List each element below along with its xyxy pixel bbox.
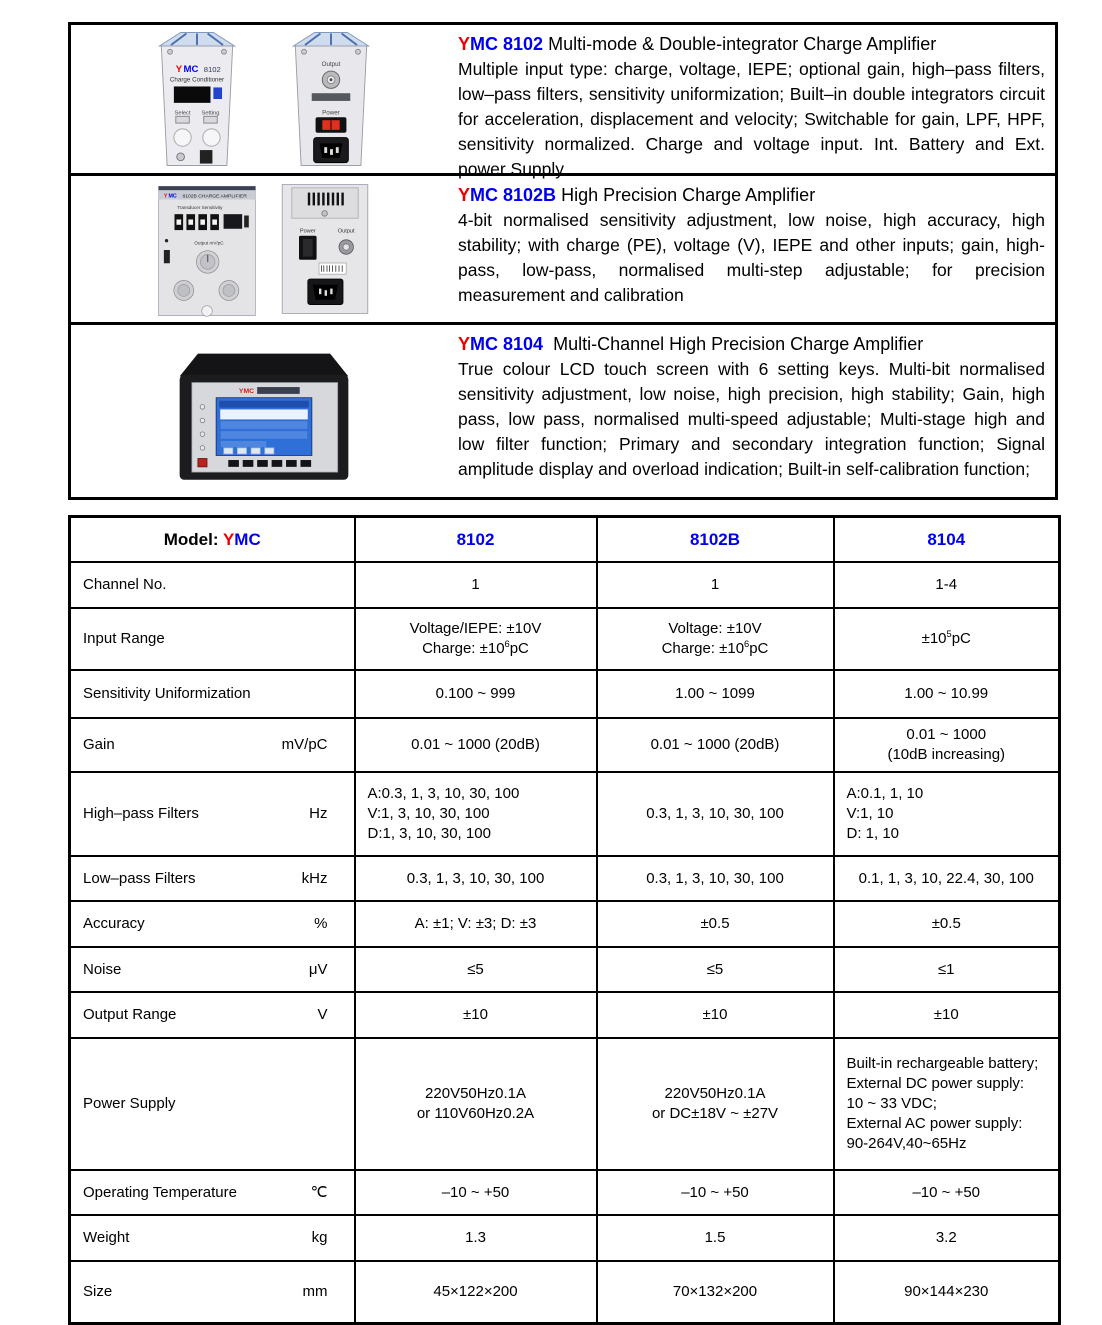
product-8102-text <box>456 25 1055 179</box>
brand-y: Y <box>222 529 235 549</box>
spec-value-cell: 0.1, 1, 3, 10, 22.4, 30, 100 <box>834 856 1060 901</box>
setting-key <box>286 460 297 467</box>
spec-label: Sensitivity Uniformization <box>83 685 251 702</box>
spec-value-cell: 220V50Hz0.1A or DC±18V ~ ±27V <box>597 1038 834 1170</box>
spec-label: Gain <box>83 736 115 753</box>
spec-label-cell <box>70 1038 355 1170</box>
spec-value-cell: –10 ~ +50 <box>355 1170 597 1215</box>
output-label: Output <box>321 61 340 69</box>
spec-row <box>70 608 1060 670</box>
model-label: Model: <box>163 529 223 549</box>
spec-value-cell: –10 ~ +50 <box>597 1170 834 1215</box>
spec-label: Accuracy <box>83 915 145 932</box>
product-8102-front-image <box>144 31 250 167</box>
logo-mark: YMC <box>238 388 254 396</box>
spec-unit: ℃ <box>310 1183 328 1201</box>
spec-row <box>70 947 1060 992</box>
spec-label-cell <box>70 670 355 718</box>
select-thumbwheel <box>175 116 188 123</box>
display-indicator <box>213 87 222 99</box>
spec-value-cell: ±0.5 <box>834 901 1060 947</box>
product-8102-rear-image <box>278 31 384 167</box>
setting-label: Setting <box>201 110 219 117</box>
spec-value-cell: 0.01 ~ 1000 (20dB) <box>355 718 597 772</box>
spec-value-cell: 70×132×200 <box>597 1261 834 1324</box>
lcd-selected-item <box>220 410 307 419</box>
spec-label: Size <box>83 1283 113 1300</box>
input-connector <box>176 153 184 161</box>
spec-label-cell <box>70 718 355 772</box>
product-8104-front-image <box>169 336 359 486</box>
channel-led <box>200 446 205 451</box>
spec-label-cell <box>70 1261 355 1324</box>
title-text: Multi-mode & Double-integrator Charge Amplifier <box>548 34 937 54</box>
brand-y: Y <box>458 34 471 54</box>
spec-value-cell: 0.01 ~ 1000 (10dB increasing) <box>834 718 1060 772</box>
spec-label: Input Range <box>83 630 165 647</box>
sensitivity-label: Transducer Sensitivity <box>176 204 222 210</box>
output-label: Output <box>337 228 355 235</box>
spec-value-cell: 3.2 <box>834 1215 1060 1261</box>
column-header-8102b: 8102B <box>597 517 834 563</box>
spec-label: Operating Temperature <box>83 1183 237 1201</box>
logo-y: Y <box>175 64 182 76</box>
label-strip <box>311 93 350 101</box>
power-label: Power <box>299 228 316 235</box>
product-8104-description: True colour LCD touch screen with 6 setting keys. Multi-bit normalised sensitivity adjustment, low noise, high precision, high stability; Gain, high pass, low pass, normalised multi-speed adjustable; Multi-stage high and low filter function; Primary and secondary integration function; Signal amplitude display and overload indication; Built-in self-calibration function; <box>458 359 1045 479</box>
front-header-label: 8102B CHARGE AMPLIFIER <box>181 194 247 200</box>
spec-value-cell: 0.3, 1, 3, 10, 30, 100 <box>597 856 834 901</box>
display-window <box>173 86 210 102</box>
spec-row <box>70 901 1060 947</box>
column-header-8104: 8104 <box>834 517 1060 563</box>
spec-label-cell <box>70 1215 355 1261</box>
spec-value-cell: 1.5 <box>597 1215 834 1261</box>
spec-label-cell <box>70 772 355 856</box>
spec-unit: % <box>314 915 328 932</box>
spec-label-cell <box>70 1170 355 1215</box>
spec-value-cell: 45×122×200 <box>355 1261 597 1324</box>
channel-led <box>200 418 205 423</box>
spec-value-cell: A:0.1, 1, 10 V:1, 10 D: 1, 10 <box>834 772 1060 856</box>
logo-mc: MC <box>183 64 198 76</box>
lcd-menu-item <box>220 441 266 447</box>
spec-label: Weight <box>83 1229 130 1246</box>
spec-value-cell: 1 <box>597 562 834 608</box>
channel-led <box>200 405 205 410</box>
spec-value-cell: 0.100 ~ 999 <box>355 670 597 718</box>
spec-unit: kg <box>311 1229 328 1246</box>
spec-value-cell: 1.00 ~ 1099 <box>597 670 834 718</box>
spec-value-cell: Voltage/IEPE: ±10V Charge: $\pm 10^6pC$ <box>355 608 597 670</box>
spec-label-cell <box>70 856 355 901</box>
spec-header-row <box>70 517 1060 563</box>
product-8104-title <box>458 332 1045 357</box>
spec-label: Power Supply <box>83 1095 176 1112</box>
spec-label-cell <box>70 562 355 608</box>
product-8102b-description: 4-bit normalised sensitivity adjustment, low noise, high accuracy, high stability; with charge (PE), voltage (V), IEPE and other inputs; gain, high-pass, low-pass, normalised multi-step adjustable; for precision measurement and calibration <box>458 210 1045 305</box>
spec-value-cell: A: ±1; V: ±3; D: ±3 <box>355 901 597 947</box>
spec-value-cell: 1.3 <box>355 1215 597 1261</box>
spec-value-cell: 220V50Hz0.1A or 110V60Hz0.2A <box>355 1038 597 1170</box>
brand-y: Y <box>458 185 471 205</box>
spec-label: Channel No. <box>83 576 167 593</box>
title-text: High Precision Charge Amplifier <box>561 185 816 205</box>
setting-key <box>300 460 311 467</box>
spec-value-cell: A:0.3, 1, 3, 10, 30, 100 V:1, 3, 10, 30, 100 D:1, 3, 10, 30, 100 <box>355 772 597 856</box>
spec-unit: kHz <box>301 869 328 887</box>
spec-row <box>70 992 1060 1038</box>
model-header-cell <box>70 517 355 563</box>
spec-value-cell: ≤5 <box>355 947 597 992</box>
spec-label-cell <box>70 608 355 670</box>
product-8102-description: Multiple input type: charge, voltage, IEPE; optional gain, high–pass filters, low–pass filters, sensitivity uniformization; Built–in double integrators circuit for acceleration, displacement and velocity; Switchable for gain, LPF, HPF, sensitivity normalized. Charge and voltage input. Int. Battery and Ext. power Supply. <box>458 59 1045 179</box>
spec-unit: μV <box>308 960 328 978</box>
left-knob <box>173 129 190 146</box>
spec-row <box>70 856 1060 901</box>
spec-unit: Hz <box>309 805 328 822</box>
spec-value-cell: $\pm 10^5pC$ <box>834 608 1060 670</box>
column-header-8102: 8102 <box>355 517 597 563</box>
lcd-menu-item <box>220 431 307 439</box>
spec-label-cell <box>70 947 355 992</box>
model-strip <box>257 387 300 394</box>
right-knob <box>202 129 219 146</box>
spec-unit: V <box>317 1006 328 1023</box>
device-name-label: Charge Conditioner <box>169 76 224 84</box>
spec-label: High–pass Filters <box>83 805 199 822</box>
overload-led <box>164 239 167 242</box>
spec-value-cell: 1.00 ~ 10.99 <box>834 670 1060 718</box>
spec-label: Output Range <box>83 1006 177 1023</box>
product-8102-images <box>71 25 456 173</box>
spec-row <box>70 1261 1060 1324</box>
spec-row <box>70 1038 1060 1170</box>
product-row-8102b <box>71 173 1055 322</box>
setting-key <box>271 460 282 467</box>
spec-value-cell: ±10 <box>597 992 834 1038</box>
input-slide-switch <box>163 250 169 263</box>
spec-label: Low–pass Filters <box>83 869 196 887</box>
spec-row <box>70 1170 1060 1215</box>
brand-model: MC 8102 <box>470 34 544 54</box>
spec-value-cell: 0.3, 1, 3, 10, 30, 100 <box>597 772 834 856</box>
power-label: Power <box>321 109 340 117</box>
spec-label-cell <box>70 901 355 947</box>
setting-key <box>257 460 268 467</box>
spec-row <box>70 718 1060 772</box>
product-8104-text <box>456 325 1055 497</box>
setting-key <box>242 460 253 467</box>
product-8102b-title <box>458 183 1045 208</box>
spec-value-cell: 0.01 ~ 1000 (20dB) <box>597 718 834 772</box>
spec-unit: mV/pC <box>281 736 328 753</box>
model-label: 8102 <box>203 65 221 75</box>
logo-mc: MC <box>168 193 177 200</box>
product-8102-title <box>458 32 1045 57</box>
spec-value-cell: ±10 <box>355 992 597 1038</box>
spec-value-cell: Voltage: ±10V Charge: $\pm 10^6pC$ <box>597 608 834 670</box>
logo-y: Y <box>163 193 167 200</box>
brand-mc: MC <box>234 529 261 549</box>
product-8102b-images <box>71 176 456 322</box>
title-text: Multi-Channel High Precision Charge Amplifier <box>553 334 924 354</box>
spec-value-cell: 1-4 <box>834 562 1060 608</box>
input-switch <box>199 150 212 163</box>
range-switch <box>244 215 249 227</box>
brand-model: MC 8104 <box>470 334 544 354</box>
product-8104-images <box>71 325 456 497</box>
product-row-8104 <box>71 322 1055 497</box>
setting-key <box>228 460 239 467</box>
product-overview-box <box>68 22 1058 500</box>
spec-value-cell: ≤1 <box>834 947 1060 992</box>
product-row-8102 <box>71 25 1055 179</box>
spec-value-cell: 1 <box>355 562 597 608</box>
power-button <box>197 459 206 467</box>
spec-value-cell: –10 ~ +50 <box>834 1170 1060 1215</box>
spec-row <box>70 1215 1060 1261</box>
spec-value-cell: 0.3, 1, 3, 10, 30, 100 <box>355 856 597 901</box>
product-8102b-rear-image <box>279 183 371 315</box>
lcd-menu-item <box>220 421 307 429</box>
output-gain-label: Output mV/pC <box>193 240 224 246</box>
spec-label-cell <box>70 992 355 1038</box>
select-label: Select <box>174 110 191 117</box>
spec-value-cell: ±0.5 <box>597 901 834 947</box>
channel-led <box>200 432 205 437</box>
spec-value-cell: 90×144×230 <box>834 1261 1060 1324</box>
spec-row <box>70 562 1060 608</box>
spec-value-cell: ≤5 <box>597 947 834 992</box>
setting-thumbwheel <box>203 116 216 123</box>
spec-row <box>70 670 1060 718</box>
spec-row <box>70 772 1060 856</box>
spec-table <box>68 515 1061 1325</box>
bottom-knob <box>201 306 212 317</box>
brand-model: MC 8102B <box>470 185 557 205</box>
spec-value-cell: Built-in rechargeable battery; External DC power supply: 10 ~ 33 VDC; External AC power supply: 90-264V,40~65Hz <box>834 1038 1060 1170</box>
range-window <box>223 214 242 229</box>
brand-y: Y <box>458 334 471 354</box>
spec-value-cell: ±10 <box>834 992 1060 1038</box>
product-8102b-front-image <box>157 181 257 317</box>
spec-label: Noise <box>83 960 122 978</box>
product-8102b-text <box>456 176 1055 322</box>
spec-unit: mm <box>302 1283 328 1300</box>
